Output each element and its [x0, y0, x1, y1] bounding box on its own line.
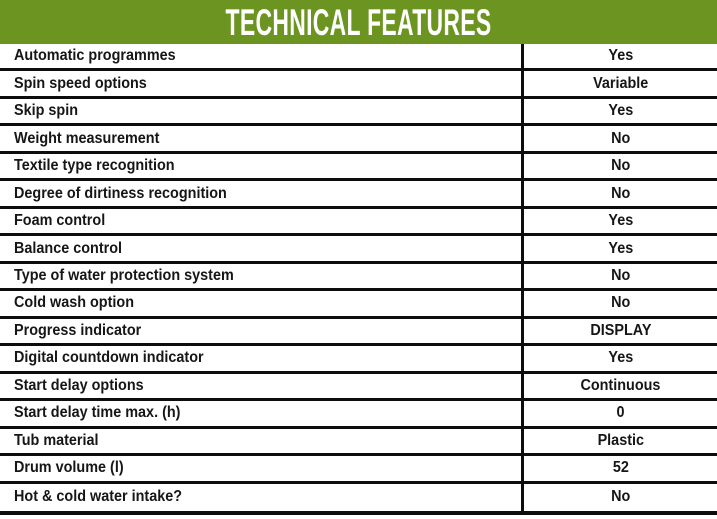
- feature-value: DISPLAY: [589, 321, 652, 339]
- feature-label: Automatic programmes: [14, 47, 176, 65]
- feature-label: Spin speed options: [14, 74, 147, 92]
- table-title: TECHNICAL FEATURES: [225, 1, 492, 43]
- feature-label: Skip spin: [14, 102, 79, 120]
- feature-value: Variable: [592, 74, 649, 92]
- feature-value-cell: [524, 319, 717, 343]
- feature-value: Yes: [608, 239, 633, 257]
- feature-label-cell: [0, 264, 521, 288]
- feature-value-cell: [524, 44, 717, 68]
- feature-label: Type of water protection system: [14, 266, 234, 284]
- feature-value-cell: [524, 291, 717, 315]
- table-row: [0, 346, 717, 373]
- feature-value: 52: [612, 459, 629, 477]
- feature-label: Drum volume (l): [14, 459, 124, 477]
- table-row: [0, 99, 717, 126]
- feature-value: No: [610, 184, 631, 202]
- feature-value-cell: [524, 401, 717, 425]
- feature-value: Yes: [608, 349, 633, 367]
- feature-label-cell: [0, 181, 521, 205]
- feature-label-cell: [0, 484, 521, 511]
- table-body: [0, 44, 717, 515]
- feature-label-cell: [0, 456, 521, 480]
- feature-value-cell: [524, 209, 717, 233]
- feature-label-cell: [0, 236, 521, 260]
- feature-value: No: [610, 157, 631, 175]
- feature-label: Start delay time max. (h): [14, 404, 181, 422]
- feature-label-cell: [0, 154, 521, 178]
- table-row: [0, 181, 717, 208]
- feature-label-cell: [0, 44, 521, 68]
- feature-label-cell: [0, 126, 521, 150]
- feature-value-cell: [524, 154, 717, 178]
- table-row: [0, 374, 717, 401]
- table-row: [0, 264, 717, 291]
- feature-value-cell: [524, 71, 717, 95]
- feature-value: Yes: [608, 212, 633, 230]
- feature-value: Yes: [608, 47, 633, 65]
- feature-value-cell: [524, 374, 717, 398]
- table-row: [0, 291, 717, 318]
- table-row: [0, 44, 717, 71]
- feature-value: No: [610, 266, 631, 284]
- feature-label: Digital countdown indicator: [14, 349, 204, 367]
- feature-label-cell: [0, 71, 521, 95]
- feature-label: Hot & cold water intake?: [14, 488, 183, 506]
- feature-label-cell: [0, 291, 521, 315]
- table-row: [0, 154, 717, 181]
- feature-value: No: [610, 294, 631, 312]
- feature-label: Weight measurement: [14, 129, 160, 147]
- feature-value: 0: [616, 404, 625, 422]
- feature-label-cell: [0, 374, 521, 398]
- feature-label-cell: [0, 209, 521, 233]
- feature-label: Progress indicator: [14, 321, 142, 339]
- feature-value: Yes: [608, 102, 633, 120]
- table-row: [0, 429, 717, 456]
- feature-label-cell: [0, 99, 521, 123]
- feature-label-cell: [0, 346, 521, 370]
- feature-value-cell: [524, 429, 717, 453]
- table-row: [0, 71, 717, 98]
- table-row: [0, 456, 717, 483]
- feature-label: Tub material: [14, 431, 99, 449]
- feature-label-cell: [0, 429, 521, 453]
- table-row: [0, 401, 717, 428]
- feature-value-cell: [524, 346, 717, 370]
- feature-value: No: [610, 129, 631, 147]
- feature-label: Foam control: [14, 212, 106, 230]
- feature-label: Balance control: [14, 239, 123, 257]
- feature-value-cell: [524, 456, 717, 480]
- feature-value: Plastic: [597, 431, 644, 449]
- table-row: [0, 126, 717, 153]
- feature-value-cell: [524, 99, 717, 123]
- feature-value: Continuous: [580, 376, 661, 394]
- table-row: [0, 484, 717, 511]
- feature-label: Degree of dirtiness recognition: [14, 184, 227, 202]
- feature-label-cell: [0, 319, 521, 343]
- feature-value-cell: [524, 484, 717, 511]
- feature-value-cell: [524, 181, 717, 205]
- feature-label: Textile type recognition: [14, 157, 175, 175]
- table-row: [0, 209, 717, 236]
- table-header-band: [0, 0, 717, 44]
- feature-value-cell: [524, 236, 717, 260]
- feature-value-cell: [524, 126, 717, 150]
- feature-label-cell: [0, 401, 521, 425]
- table-row: [0, 236, 717, 263]
- feature-value: No: [610, 488, 631, 506]
- feature-label: Cold wash option: [14, 294, 134, 312]
- feature-label: Start delay options: [14, 376, 144, 394]
- table-row: [0, 319, 717, 346]
- feature-value-cell: [524, 264, 717, 288]
